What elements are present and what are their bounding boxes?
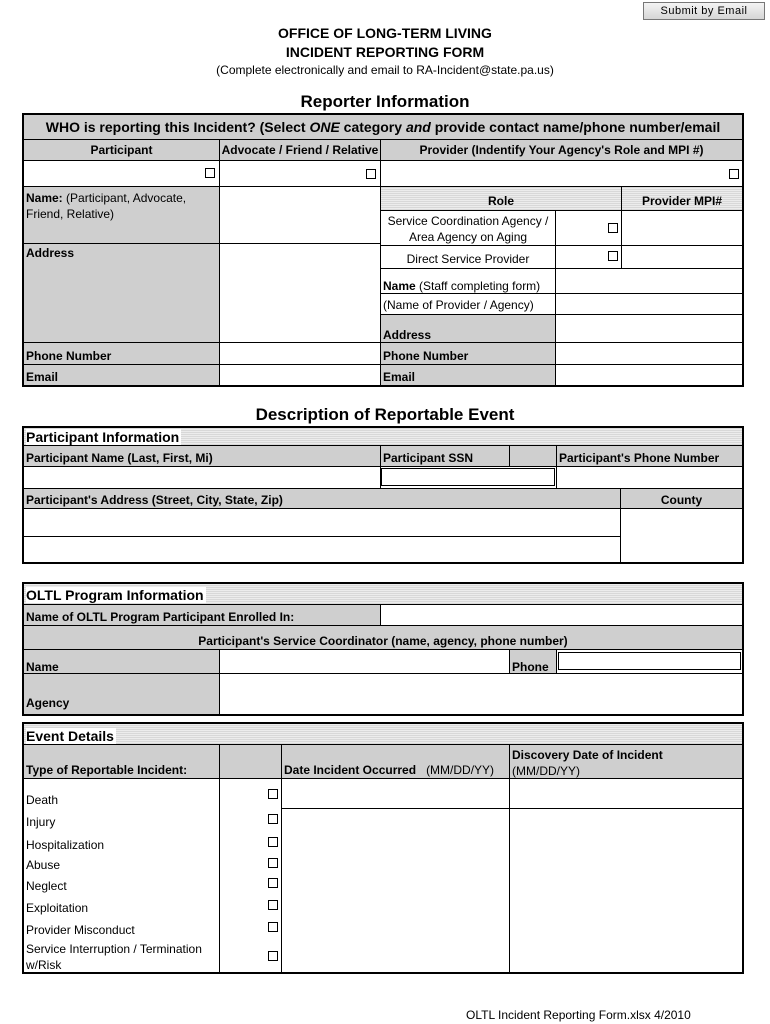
death-checkbox[interactable]	[268, 789, 278, 799]
role-dsp-checkbox-cell	[556, 246, 622, 269]
participant-address-label: Participant's Address (Street, City, State, Zip)	[24, 489, 621, 509]
reporter-address-input[interactable]	[220, 244, 381, 343]
incident-type-checkboxes	[220, 779, 282, 972]
sc-agency-input[interactable]	[220, 674, 742, 714]
participant-name-input[interactable]	[24, 467, 381, 489]
participant-checkbox-cell	[24, 161, 220, 187]
provider-address-label: Address	[381, 315, 556, 343]
submit-by-email-button[interactable]: Submit by Email	[643, 2, 765, 20]
service-interruption-checkbox[interactable]	[268, 951, 278, 961]
sc-phone-input[interactable]	[558, 652, 741, 670]
role-header: Role	[381, 187, 622, 211]
participant-ssn-input-cell	[381, 467, 557, 489]
date-occurred-input[interactable]	[282, 779, 510, 809]
address-label-cell: Address	[24, 244, 220, 343]
neglect-checkbox[interactable]	[268, 878, 278, 888]
reporter-phone-input[interactable]	[220, 343, 381, 365]
participant-phone-input[interactable]	[557, 467, 742, 489]
participant-name-label: Participant Name (Last, First, Mi)	[24, 446, 381, 467]
staff-name-input[interactable]	[556, 269, 742, 294]
incident-type-check-header	[220, 745, 282, 779]
reporter-name-input[interactable]	[220, 187, 381, 244]
provider-agency-input[interactable]	[556, 294, 742, 315]
provider-phone-input[interactable]	[556, 343, 742, 365]
discovery-date-input[interactable]	[510, 779, 742, 809]
col-advocate: Advocate / Friend / Relative	[220, 140, 381, 161]
role-dsp-label: Direct Service Provider	[381, 246, 556, 269]
advocate-checkbox[interactable]	[366, 169, 376, 179]
abuse-checkbox[interactable]	[268, 858, 278, 868]
participant-address-line2-input[interactable]	[24, 537, 621, 562]
enrolled-program-label: Name of OLTL Program Participant Enrolled In:	[24, 605, 381, 626]
provider-checkbox-cell	[381, 161, 742, 187]
exploitation-checkbox[interactable]	[268, 900, 278, 910]
sc-name-input[interactable]	[220, 650, 510, 674]
provider-email-input[interactable]	[556, 365, 742, 385]
incident-type-list	[24, 779, 220, 972]
enrolled-program-input[interactable]	[381, 605, 742, 626]
injury-checkbox[interactable]	[268, 814, 278, 824]
participant-phone-label: Participant's Phone Number	[557, 446, 742, 467]
provider-address-input[interactable]	[556, 315, 742, 343]
incident-type-neglect: Neglect	[26, 879, 67, 893]
staff-name-label: Name (Staff completing form)	[381, 269, 556, 294]
service-coordinator-header: Participant's Service Coordinator (name, agency, phone number)	[24, 626, 742, 650]
role-dsp-checkbox[interactable]	[608, 251, 618, 261]
incident-type-service-interruption: Service Interruption / Termination w/Risk	[26, 942, 202, 972]
dsp-mpi-input[interactable]	[622, 246, 742, 269]
who-reporting-header: WHO is reporting this Incident? (Select ONE category and provide contact name/phone number/email	[24, 115, 742, 140]
sc-agency-label: Agency	[24, 674, 220, 714]
incident-type-hospitalization: Hospitalization	[26, 838, 105, 852]
date-occurred-area	[282, 809, 510, 972]
provider-agency-label: (Name of Provider / Agency)	[381, 294, 556, 315]
participant-address-line1-input[interactable]	[24, 509, 621, 537]
program-info-header: OLTL Program Information	[24, 584, 742, 605]
email-label-cell: Email	[24, 365, 220, 385]
incident-type-death: Death	[26, 793, 59, 807]
provider-misconduct-checkbox[interactable]	[268, 922, 278, 932]
hospitalization-checkbox[interactable]	[268, 837, 278, 847]
form-title: INCIDENT REPORTING FORM	[285, 44, 485, 60]
reporter-section-title: Reporter Information	[300, 92, 470, 111]
sc-name-label: Name	[24, 650, 220, 674]
event-details-header: Event Details	[24, 724, 742, 745]
participant-ssn-label: Participant SSN	[381, 446, 510, 467]
event-details-table	[22, 722, 744, 974]
advocate-checkbox-cell	[220, 161, 381, 187]
role-sca-checkbox[interactable]	[608, 223, 618, 233]
discovery-date-label: Discovery Date of Incident (MM/DD/YY)	[510, 745, 742, 779]
participant-info-header: Participant Information	[24, 428, 742, 446]
county-input[interactable]	[621, 509, 742, 562]
date-occurred-label: Date Incident Occurred (MM/DD/YY)	[282, 745, 510, 779]
col-participant: Participant	[24, 140, 220, 161]
incident-type-injury: Injury	[26, 815, 56, 829]
sc-phone-label: Phone	[510, 650, 557, 674]
participant-checkbox[interactable]	[205, 168, 215, 178]
reporter-table	[22, 113, 744, 387]
program-info-table	[22, 582, 744, 716]
sc-phone-cell	[557, 650, 742, 674]
reporter-email-input[interactable]	[220, 365, 381, 385]
name-label-cell: Name: (Participant, Advocate, Friend, Relative)	[24, 187, 220, 244]
incident-type-label: Type of Reportable Incident:	[24, 745, 220, 779]
participant-info-table	[22, 426, 744, 564]
incident-type-abuse: Abuse	[26, 858, 61, 872]
mpi-header: Provider MPI#	[622, 187, 742, 211]
form-office-title: OFFICE OF LONG-TERM LIVING	[278, 25, 492, 41]
form-instructions: (Complete electronically and email to RA-Incident@state.pa.us)	[216, 63, 554, 77]
role-sca-checkbox-cell	[556, 211, 622, 246]
phone-label-cell: Phone Number	[24, 343, 220, 365]
footer-file-info: OLTL Incident Reporting Form.xlsx 4/2010	[466, 1008, 691, 1022]
participant-ssn-input[interactable]	[381, 468, 555, 486]
provider-phone-label: Phone Number	[381, 343, 556, 365]
provider-checkbox[interactable]	[729, 169, 739, 179]
ssn-spacer	[510, 446, 557, 467]
incident-type-provider-misconduct: Provider Misconduct	[26, 923, 135, 937]
sca-mpi-input[interactable]	[622, 211, 742, 246]
role-sca-label: Service Coordination Agency / Area Agency on Aging	[381, 211, 556, 246]
col-provider: Provider (Indentify Your Agency's Role and MPI #)	[381, 140, 742, 161]
provider-email-label: Email	[381, 365, 556, 385]
event-section-title: Description of Reportable Event	[255, 405, 515, 424]
county-label: County	[621, 489, 742, 509]
incident-type-exploitation: Exploitation	[26, 901, 89, 915]
